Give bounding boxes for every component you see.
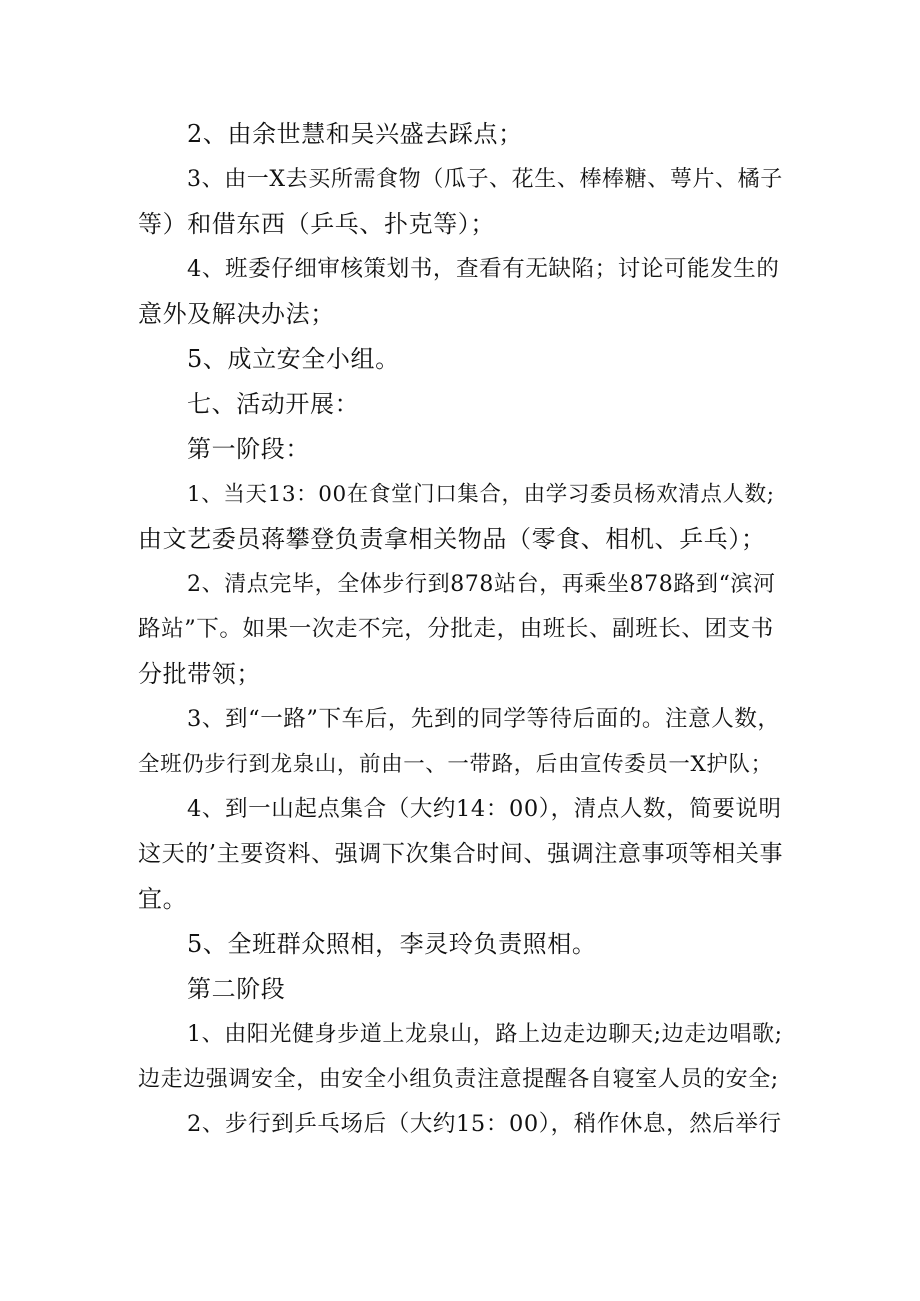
paragraph-line: 4、到一山起点集合（大约14：00），清点人数，简要说明	[187, 796, 782, 822]
stage-heading: 第二阶段	[187, 975, 286, 1003]
paragraph-line: 2、由余世慧和吴兴盛去踩点；	[187, 120, 523, 148]
stage-heading: 第一阶段：	[187, 435, 310, 463]
document-body	[138, 112, 783, 1147]
paragraph-line: 路站”下。如果一次走不完，分批走，由班长、副班长、团支书	[138, 616, 774, 642]
paragraph-line: 边走边强调安全，由安全小组负责注意提醒各自寝室人员的安全;	[138, 1067, 779, 1092]
paragraph-line: 5、成立安全小组。	[187, 345, 400, 373]
section-heading: 七、活动开展：	[187, 390, 360, 418]
paragraph-line: 3、由一X去买所需食物（瓜子、花生、棒棒糖、萼片、橘子	[187, 167, 783, 192]
paragraph-line: 这天的’主要资料、强调下次集合时间、强调注意事项等相关事	[138, 841, 784, 867]
paragraph-line: 全班仍步行到龙泉山，前由一、一带路，后由宣传委员一X护队；	[138, 752, 773, 777]
paragraph-line: 5、全班群众照相，李灵玲负责照相。	[187, 930, 597, 958]
paragraph-line: 等）和借东西（乒乓、扑克等）；	[138, 210, 495, 238]
paragraph-line: 宜。	[138, 885, 188, 913]
paragraph-line: 2、清点完毕，全体步行到878站台，再乘坐878路到“滨河	[187, 572, 776, 597]
paragraph-line: 意外及解决办法；	[138, 300, 335, 328]
paragraph-line: 分批带领；	[138, 660, 261, 688]
paragraph-line: 1、由阳光健身步道上龙泉山，路上边走边聊天;边走边唱歌;	[187, 1022, 783, 1047]
paragraph-line: 3、到“一路”下车后，先到的同学等待后面的。注意人数，	[187, 706, 781, 732]
paragraph-line: 1、当天13：00在食堂门口集合，由学习委员杨欢清点人数;	[187, 482, 775, 507]
paragraph-line: 2、步行到乒乓场后（大约15：00），稍作休息，然后举行	[187, 1111, 782, 1137]
paragraph-line: 4、班委仔细审核策划书，查看有无缺陷；讨论可能发生的	[187, 256, 780, 282]
paragraph-line: 由文艺委员蒋攀登负责拿相关物品（零食、相机、乒乓）；	[138, 525, 766, 553]
